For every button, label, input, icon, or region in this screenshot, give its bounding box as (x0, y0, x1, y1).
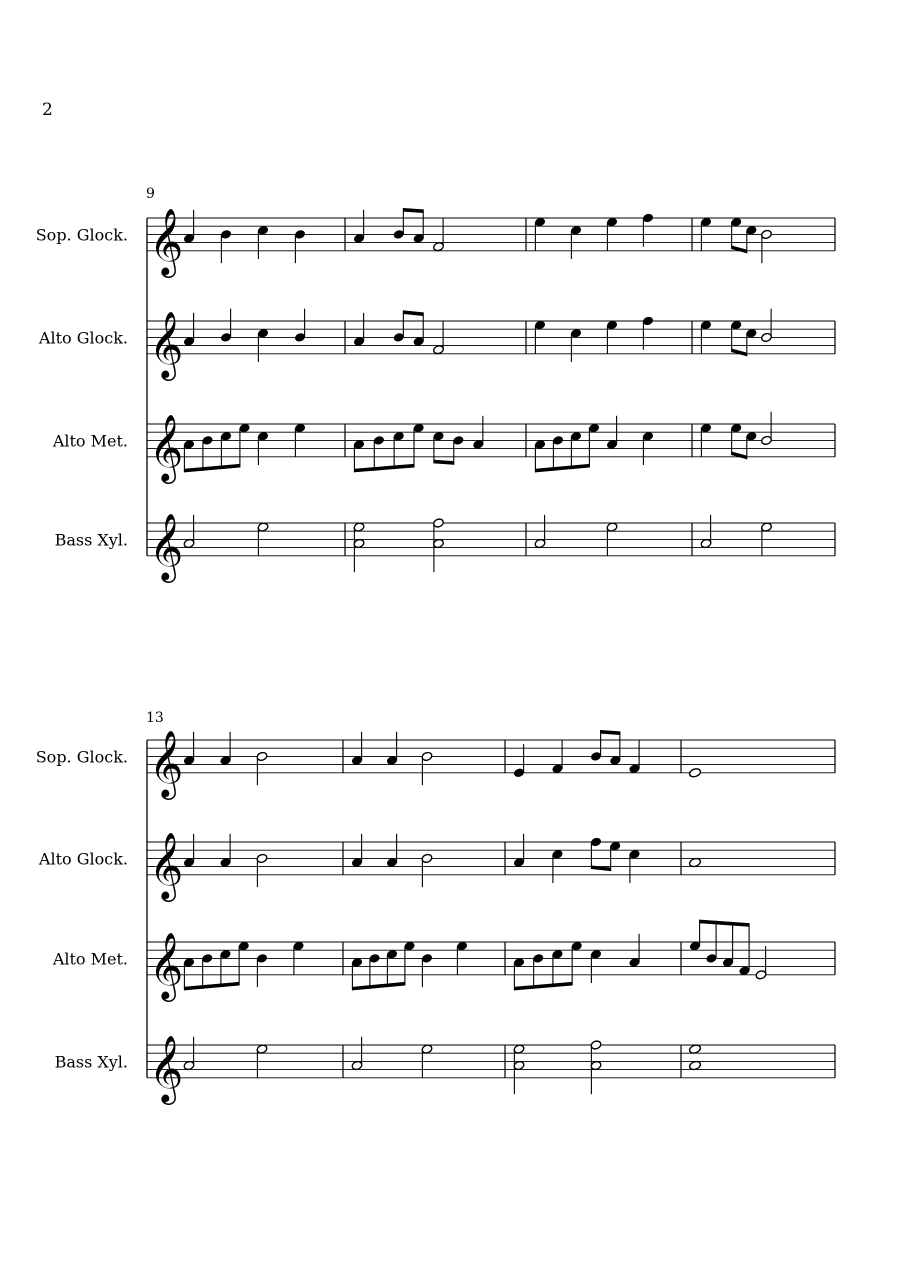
note (700, 217, 712, 251)
note (642, 213, 654, 247)
staff (36, 729, 835, 800)
note (413, 423, 425, 468)
note (552, 949, 564, 987)
note (421, 953, 433, 987)
note (386, 732, 398, 766)
note (256, 751, 268, 785)
note (472, 416, 484, 450)
treble-clef-icon: 𝄞 (149, 830, 184, 899)
note (534, 217, 546, 251)
note (220, 949, 232, 987)
note (373, 435, 385, 470)
note (404, 941, 416, 986)
beam (700, 920, 750, 927)
note (183, 313, 195, 347)
note (386, 834, 398, 868)
note (393, 431, 405, 469)
note (421, 1044, 433, 1078)
note (433, 321, 445, 355)
note (351, 834, 363, 868)
note (353, 439, 365, 472)
note (433, 431, 445, 463)
note (294, 423, 306, 457)
beam (184, 982, 239, 991)
note (183, 515, 195, 549)
instrument-label: Sop. Glock. (35, 747, 128, 767)
beam (514, 982, 572, 990)
staff (55, 1034, 835, 1105)
note (642, 316, 654, 350)
note (256, 1044, 268, 1078)
measure-number: 9 (146, 186, 155, 202)
note (239, 423, 251, 468)
note (688, 1044, 701, 1071)
staff (36, 207, 835, 278)
note (761, 229, 773, 263)
instrument-label: Bass Xyl. (54, 530, 128, 550)
note (421, 853, 433, 887)
staff (55, 512, 835, 583)
treble-clef-icon: 𝄞 (149, 1033, 184, 1102)
note (700, 515, 712, 549)
note (688, 767, 701, 778)
note (202, 435, 214, 470)
note (570, 225, 582, 259)
system-1 (36, 186, 835, 583)
beam (354, 464, 414, 472)
note (257, 225, 269, 259)
note (294, 309, 306, 343)
note (590, 1040, 602, 1094)
note (606, 320, 618, 354)
note (256, 853, 268, 887)
note (746, 225, 758, 253)
note (256, 953, 268, 987)
note (183, 732, 195, 766)
treble-clef-icon: 𝄞 (149, 728, 184, 797)
note (513, 744, 525, 778)
beam (403, 208, 423, 213)
page-number: 2 (42, 100, 53, 120)
note (761, 309, 773, 343)
note (761, 412, 773, 446)
note (552, 849, 564, 883)
instrument-label: Alto Met. (52, 431, 128, 451)
note (730, 217, 742, 249)
note (722, 922, 734, 968)
note (353, 522, 365, 572)
note (642, 431, 654, 465)
treble-clef-icon: 𝄞 (149, 412, 184, 481)
note (220, 732, 232, 766)
note (534, 320, 546, 354)
note (351, 1037, 363, 1071)
note (293, 941, 305, 975)
note (220, 229, 232, 263)
note (590, 949, 602, 983)
beam (352, 982, 405, 991)
treble-clef-icon: 𝄞 (149, 309, 184, 378)
note (201, 953, 213, 988)
note (353, 313, 365, 347)
note (629, 740, 641, 774)
instrument-label: Alto Glock. (38, 849, 128, 869)
note (183, 957, 195, 990)
treble-clef-icon: 𝄞 (149, 930, 184, 999)
note (755, 946, 767, 980)
note (606, 217, 618, 251)
note (629, 849, 641, 883)
staff (38, 309, 835, 381)
note (570, 328, 582, 362)
note (294, 229, 306, 263)
treble-clef-icon: 𝄞 (149, 511, 184, 580)
note (588, 423, 600, 468)
note (739, 923, 751, 976)
note (590, 730, 602, 762)
notehead (688, 767, 701, 778)
note (571, 941, 583, 986)
note (761, 522, 773, 556)
note (453, 435, 465, 465)
note (552, 435, 564, 471)
note (700, 320, 712, 354)
note (433, 518, 445, 572)
note (513, 1044, 525, 1094)
staff (52, 920, 835, 1002)
note (746, 431, 758, 459)
beam (403, 310, 423, 316)
note (590, 837, 602, 869)
note (433, 218, 445, 252)
note (183, 1037, 195, 1071)
note (257, 431, 269, 465)
note (456, 941, 468, 975)
note (183, 210, 195, 244)
note (700, 423, 712, 457)
note (369, 953, 381, 989)
note (746, 328, 758, 356)
beam (601, 730, 620, 735)
beam (434, 460, 454, 465)
note (689, 920, 701, 952)
note (386, 949, 398, 987)
note (183, 834, 195, 868)
beam (732, 452, 747, 460)
staff (38, 831, 835, 902)
note (257, 328, 269, 362)
instrument-label: Alto Glock. (38, 328, 128, 348)
note (353, 210, 365, 244)
note (552, 740, 564, 774)
note (606, 522, 618, 556)
note (532, 953, 544, 988)
instrument-label: Alto Met. (52, 949, 128, 969)
note (534, 439, 546, 472)
note (730, 423, 742, 455)
note (220, 431, 232, 469)
treble-clef-icon: 𝄞 (149, 206, 184, 275)
note (351, 732, 363, 766)
staff (52, 412, 835, 484)
instrument-label: Bass Xyl. (54, 1052, 128, 1072)
note (351, 957, 363, 990)
note (238, 941, 250, 986)
note (393, 310, 405, 342)
note (730, 320, 742, 352)
note (220, 834, 232, 868)
note (513, 957, 525, 990)
note (513, 834, 525, 868)
note (257, 522, 269, 556)
note (534, 515, 546, 549)
beam (732, 349, 747, 357)
note (629, 934, 641, 968)
beam (535, 464, 589, 473)
note (220, 309, 232, 343)
measure-number: 13 (146, 710, 164, 726)
note (183, 439, 195, 472)
beam (732, 246, 747, 254)
note (570, 431, 582, 469)
beam (184, 464, 240, 473)
system-2 (36, 710, 835, 1105)
instrument-label: Sop. Glock. (35, 225, 128, 245)
note (606, 416, 618, 450)
note (393, 208, 405, 240)
note (421, 751, 433, 785)
